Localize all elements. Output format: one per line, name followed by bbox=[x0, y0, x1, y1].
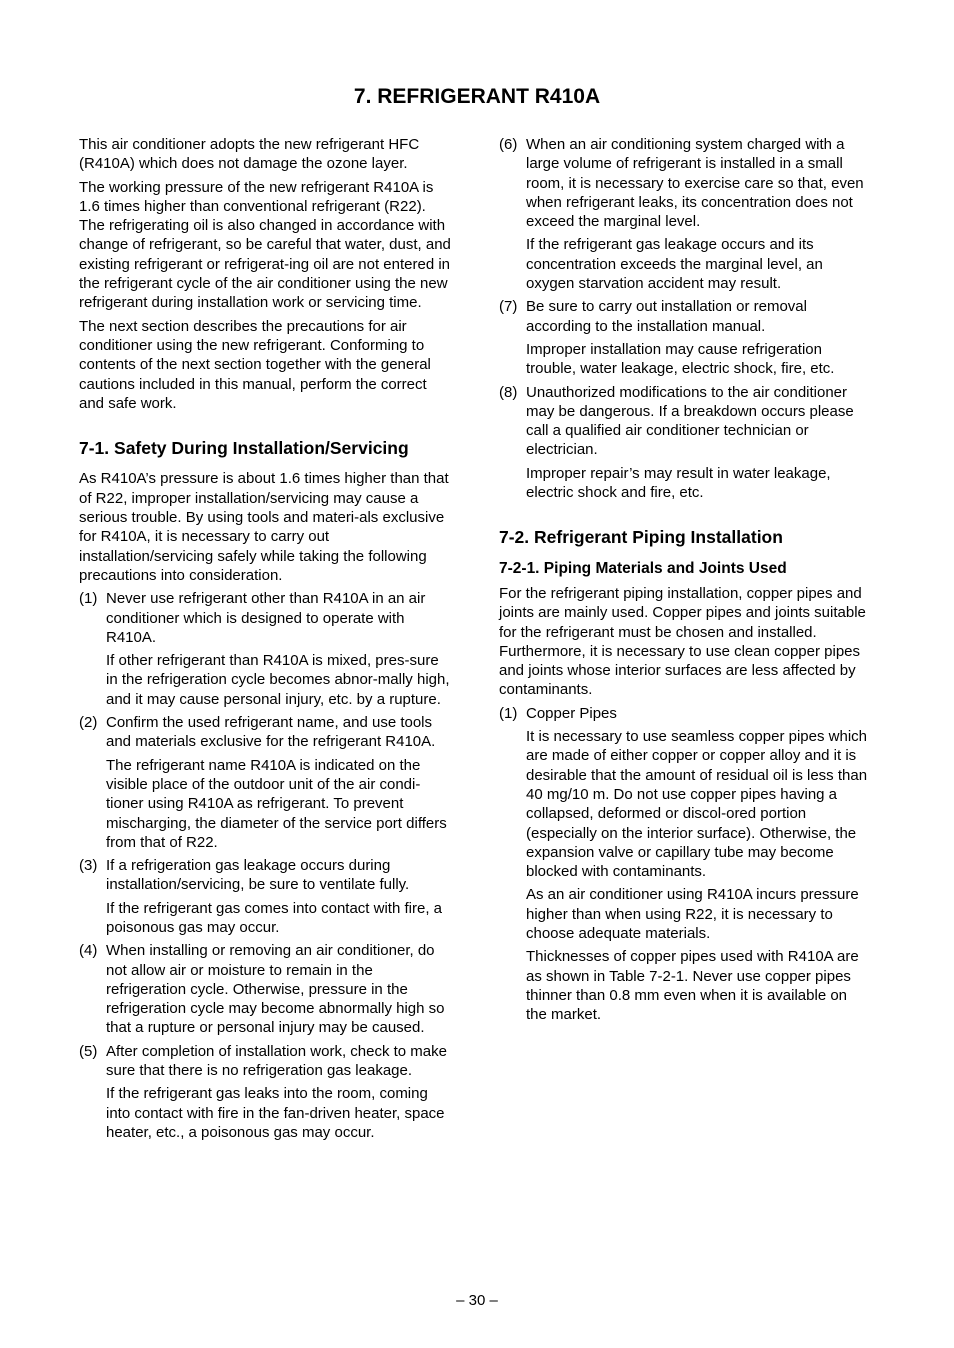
item-paragraph: As an air conditioner using R410A incurs pressure higher than when using R22, it is necessary to choose adequate materials. bbox=[526, 886, 859, 942]
subsection-heading-7-2-1: 7-2-1. Piping Materials and Joints Used bbox=[499, 559, 787, 577]
item-title: Copper Pipes bbox=[526, 704, 617, 722]
item-number: (6) bbox=[499, 136, 518, 153]
precaution-item bbox=[79, 856, 454, 937]
precaution-item bbox=[499, 383, 871, 503]
item-text: Confirm the used refrigerant name, and use tools and materials exclusive for the refrigerant R410A. bbox=[106, 714, 436, 751]
intro-paragraph: The working pressure of the new refrigerant R410A is 1.6 times higher than conventional refrigerant (R22). The refrigerating oil is also changed in accordance with change of refrigerant, so be careful that water, dust, and existing refrigerant or refrigerat-ing oil are not entered in the refrigerant cycle of the air conditioner using the new refrigerant during installation work or servicing time. bbox=[79, 178, 451, 312]
copper-pipes-item bbox=[499, 704, 871, 1025]
section-7-2-intro: For the refrigerant piping installation, copper pipes and joints are mainly used. Copper pipes and joints suitable for the refrigerant must be chosen and installed. Furthermore, it is necessary to use clean copper pipes and joints whose interior surfaces are less affected by contaminants. bbox=[499, 584, 866, 699]
item-note: If the refrigerant gas comes into contact with fire, a poisonous gas may occur. bbox=[106, 899, 442, 936]
precaution-item bbox=[79, 713, 454, 852]
right-column bbox=[499, 135, 871, 1028]
item-note: Improper repair’s may result in water leakage, electric shock and fire, etc. bbox=[526, 464, 831, 502]
intro-paragraph: The next section describes the precautions for air conditioner using the new refrigerant. Conforming to contents of the next section together with the general cautions included in this manual, perform the correct and safe work. bbox=[79, 317, 431, 412]
section-heading-7-2: 7-2. Refrigerant Piping Installation bbox=[499, 527, 783, 548]
item-text: Never use refrigerant other than R410A in an air conditioner which is designed to operate with R410A. bbox=[106, 590, 426, 646]
item-note: The refrigerant name R410A is indicated on the visible place of the outdoor unit of the air condi-tioner using R410A as refrigerant. To prevent mischarging, the diameter of the service port differs from that of R22. bbox=[106, 756, 447, 851]
precaution-item bbox=[499, 297, 871, 378]
item-text: If a refrigeration gas leakage occurs during installation/servicing, be sure to ventilate fully. bbox=[106, 857, 410, 894]
item-text: When an air conditioning system charged with a large volume of refrigerant is installed in a small room, it is necessary to exercise care so that, even when refrigerant leaks, its concentration does not exceed the marginal level. bbox=[526, 136, 864, 231]
precaution-item bbox=[79, 589, 454, 709]
item-number: (5) bbox=[79, 1042, 98, 1060]
item-note: If the refrigerant gas leakage occurs and its concentration exceeds the marginal level, an oxygen starvation accident may result. bbox=[526, 236, 823, 293]
item-number: (1) bbox=[499, 704, 518, 722]
item-number: (8) bbox=[499, 383, 518, 401]
item-number: (3) bbox=[79, 857, 98, 875]
item-text: After completion of installation work, check to make sure that there is no refrigeration gas leakage. bbox=[106, 1042, 447, 1080]
item-note: If other refrigerant than R410A is mixed, pres-sure in the refrigeration cycle becomes abnor-mally high, and it may cause personal injury, etc. by a rupture. bbox=[106, 652, 450, 708]
section-heading-7-1: 7-1. Safety During Installation/Servicing bbox=[79, 438, 409, 459]
page-number: – 30 – bbox=[456, 1292, 498, 1309]
item-note: If the refrigerant gas leaks into the room, coming into contact with fire in the fan-driven heater, space heater, etc., a poisonous gas may occur. bbox=[106, 1085, 445, 1141]
item-number: (7) bbox=[499, 298, 518, 316]
precaution-item bbox=[79, 941, 454, 1037]
item-text: Be sure to carry out installation or removal according to the installation manual. bbox=[526, 298, 807, 335]
item-paragraph: Thicknesses of copper pipes used with R410A are as shown in Table 7-2-1. Never use copper pipes thinner than 0.8 mm even when it is available on the market. bbox=[526, 948, 859, 1024]
section-7-1-intro: As R410A’s pressure is about 1.6 times higher than that of R22, improper installation/servicing may cause a serious trouble. By using tools and materi-als exclusive for R410A, it is necessary to carry out installation/servicing safely while taking the following precautions into consideration. bbox=[79, 470, 449, 584]
item-number: (4) bbox=[79, 942, 98, 960]
page-title: 7. REFRIGERANT R410A bbox=[353, 85, 601, 108]
item-note: Improper installation may cause refrigeration trouble, water leakage, electric shock, fire, etc. bbox=[526, 340, 835, 378]
precaution-item bbox=[79, 1042, 454, 1142]
item-text: Unauthorized modifications to the air conditioner may be dangerous. If a breakdown occurs please call a qualified air conditioner technician or electrician. bbox=[526, 383, 854, 459]
item-text: When installing or removing an air conditioner, do not allow air or moisture to remain in the refrigeration cycle. Otherwise, pressure in the refrigeration cycle may become abnormally high so that a rupture or personal injury may be caused. bbox=[106, 942, 445, 1037]
item-number: (1) bbox=[79, 590, 98, 608]
left-column bbox=[79, 135, 454, 1146]
intro-paragraph: This air conditioner adopts the new refrigerant HFC (R410A) which does not damage the ozone layer. bbox=[79, 136, 420, 173]
item-paragraph: It is necessary to use seamless copper pipes which are made of either copper or copper alloy and it is desirable that the amount of residual oil is less than 40 mg/10 m. Do not use copper pipes having a collapsed, deformed or discol-ored portion (especially on the interior surface). Otherwise, the expansion valve or capillary tube may become blocked with contaminants. bbox=[526, 728, 868, 881]
precaution-item bbox=[499, 135, 871, 293]
item-number: (2) bbox=[79, 714, 98, 732]
